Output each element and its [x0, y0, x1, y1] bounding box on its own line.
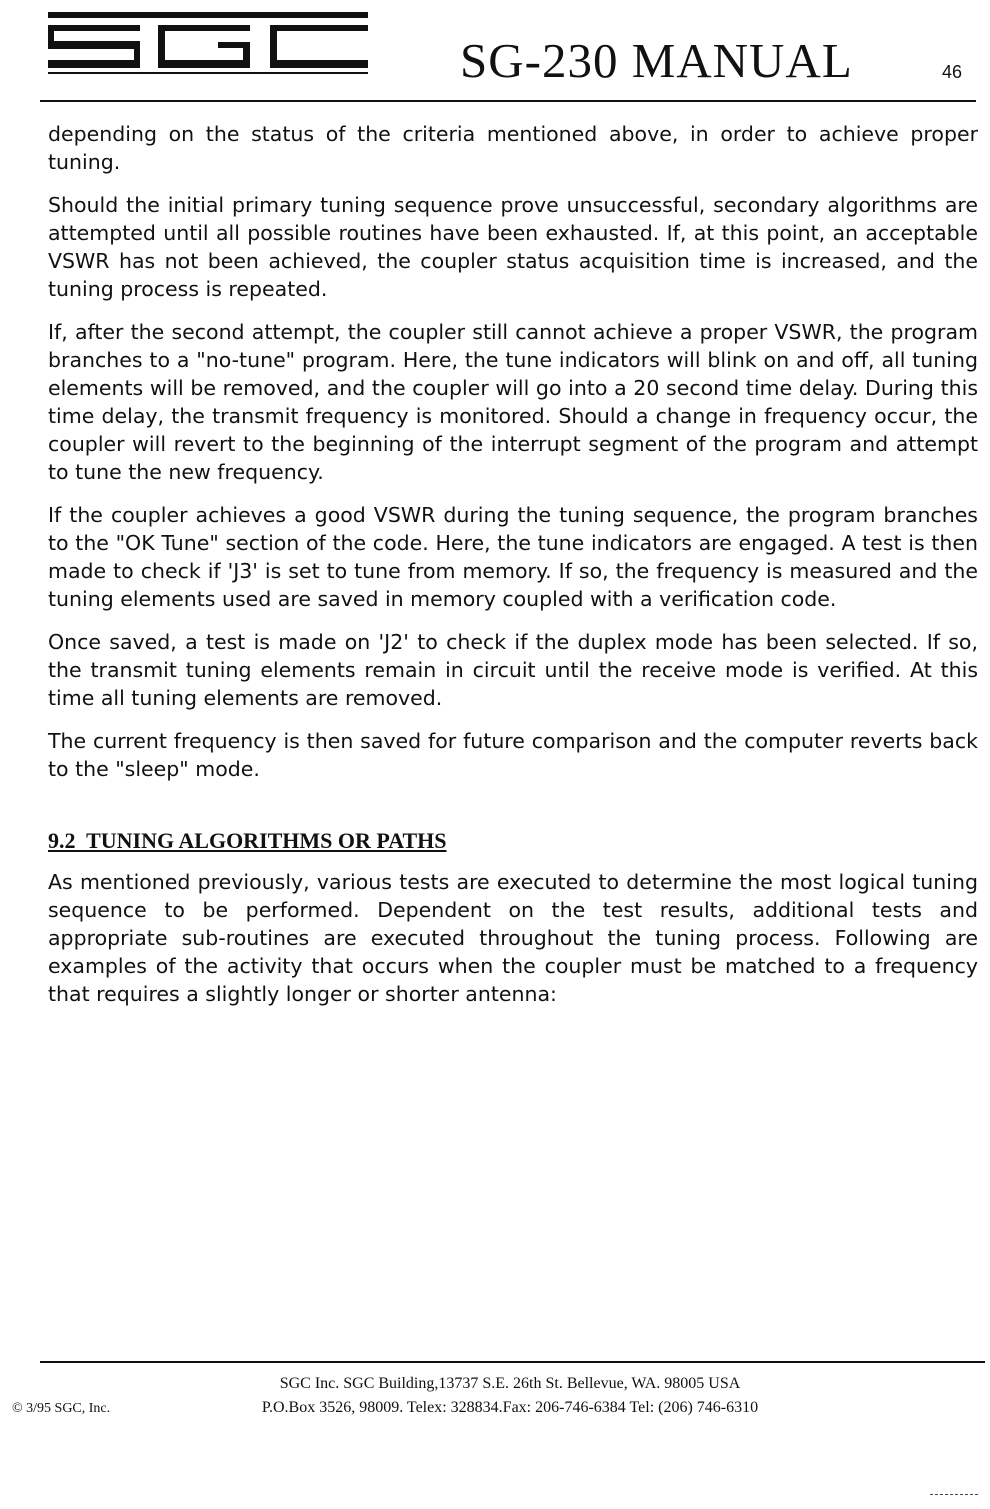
page-number: 46 — [942, 62, 963, 82]
section-heading: 9.2 TUNING ALGORITHMS OR PATHS — [48, 828, 447, 853]
header-divider — [40, 100, 976, 102]
paragraph-tuning-algorithms: As mentioned previously, various tests are executed to determine the most logical tuning sequence to be performed. Dependent on the test results, additional tests and appropriate sub-routines are executed throughout the tuning process. Following are examples of the activity that occurs when the coupler must be matched to a frequency that requires a slightly longer or shorter antenna: — [48, 870, 978, 1006]
sgc-logo — [48, 12, 368, 74]
paragraph-secondary-algorithms: Should the initial primary tuning sequence prove unsuccessful, secondary algorithms are attempted until all possible routines have been exhausted. If, at this point, an acceptable VSWR has not been achieved, the coupler status acquisition time is increased, and the tuning process is repeated. — [48, 193, 978, 301]
paragraph-tuning-criteria: depending on the status of the criteria mentioned above, in order to achieve proper tuning. — [48, 122, 978, 174]
page-body — [48, 120, 978, 1023]
paragraph-ok-tune: If the coupler achieves a good VSWR during the tuning sequence, the program branches to the "OK Tune" section of the code. Here, the tune indicators are engaged. A test is then made to check if 'J3' is set to tune from memory. If so, the frequency is measured and the tuning elements used are saved in memory coupled with a verification code. — [48, 503, 978, 611]
page-header — [0, 0, 990, 106]
footer-divider — [40, 1361, 985, 1363]
corner-mark — [930, 1494, 978, 1496]
footer-address: SGC Inc. SGC Building,13737 S.E. 26th St. Bellevue, WA. 98005 USA — [279, 1375, 741, 1392]
paragraph-no-tune: If, after the second attempt, the coupler still cannot achieve a proper VSWR, the program branches to a "no-tune" program. Here, the tune indicators will blink on and off, all tuning elements will be removed, and the coupler will go into a 20 second time delay. During this time delay, the transmit frequency is monitored. Should a change in frequency occur, the coupler will revert to the beginning of the interrupt segment of the program and attempt to tune the new frequency. — [48, 320, 978, 484]
manual-title: SG-230 MANUAL — [460, 33, 853, 88]
footer-contact: P.O.Box 3526, 98009. Telex: 328834.Fax: 206-746-6384 Tel: (206) 746-6310 — [261, 1399, 759, 1416]
copyright-notice: © 3/95 SGC, Inc. — [12, 1401, 111, 1416]
paragraph-sleep-mode: The current frequency is then saved for future comparison and the computer reverts back to the "sleep" mode. — [48, 729, 978, 781]
paragraph-duplex-mode: Once saved, a test is made on 'J2' to check if the duplex mode has been selected. If so, the transmit tuning elements remain in circuit until the receive mode is verified. At this time all tuning elements are removed. — [48, 630, 978, 710]
